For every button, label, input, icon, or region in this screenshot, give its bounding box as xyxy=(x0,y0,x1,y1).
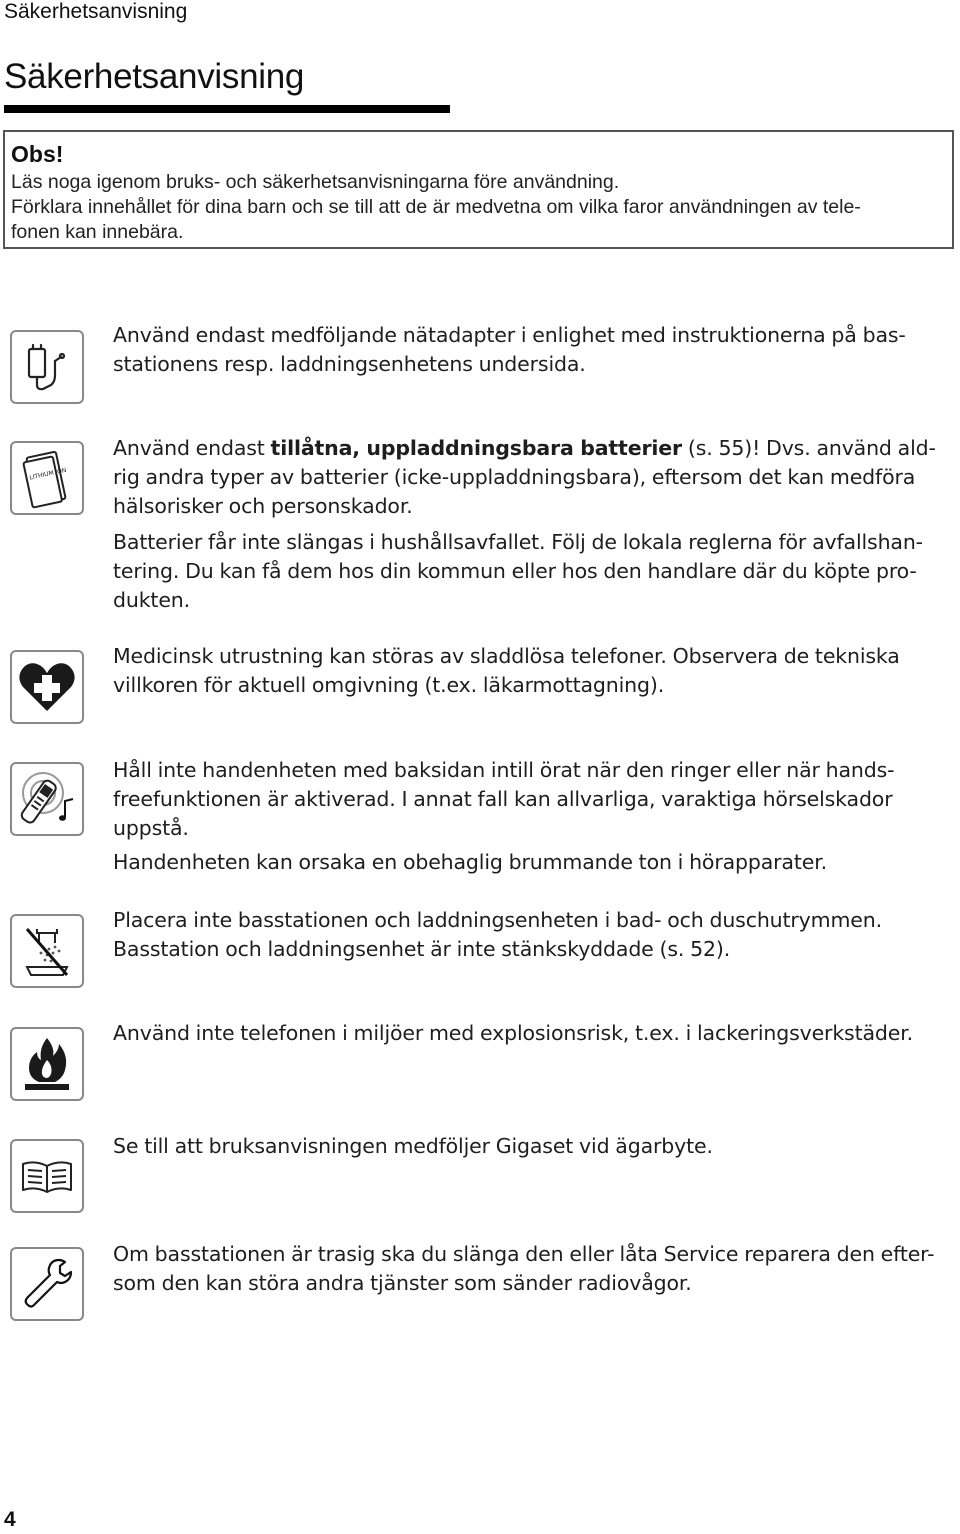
text-line: tering. Du kan få dem hos din kommun eller hos den handlare där du köpte pro- xyxy=(113,559,917,583)
section-text xyxy=(113,321,955,379)
running-header: Säkerhetsanvisning xyxy=(4,0,188,23)
text-line: Handenheten kan orsaka en obehaglig brummande ton i hörapparater. xyxy=(113,850,827,874)
battery-icon xyxy=(10,441,84,515)
text-line: Basstation och laddningsenhet är inte stänkskyddade (s. 52). xyxy=(113,937,731,961)
notice-box xyxy=(3,130,954,249)
text-line: dukten. xyxy=(113,588,190,612)
emphasis-text: tillåtna, uppladdningsbara batterier xyxy=(270,436,683,460)
notice-line: Läs noga igenom bruks- och säkerhetsanvisningarna före användning. xyxy=(11,171,620,193)
no-shower-icon xyxy=(10,914,84,988)
explosion-fire-icon xyxy=(10,1027,84,1101)
section-text xyxy=(113,1240,955,1298)
section-text xyxy=(113,434,955,521)
handset-ringing-icon xyxy=(10,762,84,836)
text-line: stationens resp. laddningsenhetens undersida. xyxy=(113,352,586,376)
page-number: 4 xyxy=(4,1508,16,1531)
section-text xyxy=(113,906,955,964)
notice-line: fonen kan innebära. xyxy=(11,221,184,243)
text-line: Placera inte basstationen och laddningsenheten i bad- och duschutrymmen. xyxy=(113,908,882,932)
section-text xyxy=(113,642,955,700)
text-line: Använd inte telefonen i miljöer med explosionsrisk, t.ex. i lackeringsverkstäder. xyxy=(113,1021,913,1045)
text-line: uppstå. xyxy=(113,816,189,840)
text-line: Medicinsk utrustning kan störas av sladdlösa telefoner. Observera de tekniska xyxy=(113,644,900,668)
section-text xyxy=(113,1019,955,1048)
wrench-icon xyxy=(10,1247,84,1321)
power-adapter-icon xyxy=(10,330,84,404)
open-book-icon xyxy=(10,1139,84,1213)
text-line: Använd endast xyxy=(113,436,271,460)
text-line: freefunktionen är aktiverad. I annat fall kan allvarliga, varaktiga hörselskador xyxy=(113,787,893,811)
page-title: Säkerhetsanvisning xyxy=(4,57,305,96)
medical-heart-icon xyxy=(10,650,84,724)
text-line: Batterier får inte slängas i hushållsavfallet. Följ de lokala reglerna för avfallshan- xyxy=(113,530,923,554)
notice-line: Förklara innehållet för dina barn och se till att de är medvetna om vilka faror användningen av tele- xyxy=(11,196,861,218)
text-line: Om basstationen är trasig ska du slänga den eller låta Service reparera den efter- xyxy=(113,1242,935,1266)
text-line: hälsorisker och personskador. xyxy=(113,494,413,518)
section-text xyxy=(113,1132,955,1161)
text-line: (s. 55)! Dvs. använd ald- xyxy=(682,436,936,460)
battery-label: LITHIUM ION xyxy=(28,466,68,482)
section-text xyxy=(113,756,955,843)
text-line: Håll inte handenheten med baksidan intill örat när den ringer eller när hands- xyxy=(113,758,895,782)
text-line: Se till att bruksanvisningen medföljer Gigaset vid ägarbyte. xyxy=(113,1134,713,1158)
title-rule xyxy=(4,105,450,113)
text-line: villkoren för aktuell omgivning (t.ex. läkarmottagning). xyxy=(113,673,665,697)
text-line: rig andra typer av batterier (icke-uppladdningsbara), eftersom det kan medföra xyxy=(113,465,916,489)
text-line: Använd endast medföljande nätadapter i enlighet med instruktionerna på bas- xyxy=(113,323,906,347)
section-text xyxy=(113,848,955,877)
section-text xyxy=(113,528,955,615)
notice-title: Obs! xyxy=(11,141,64,167)
text-line: som den kan störa andra tjänster som sänder radiovågor. xyxy=(113,1271,692,1295)
